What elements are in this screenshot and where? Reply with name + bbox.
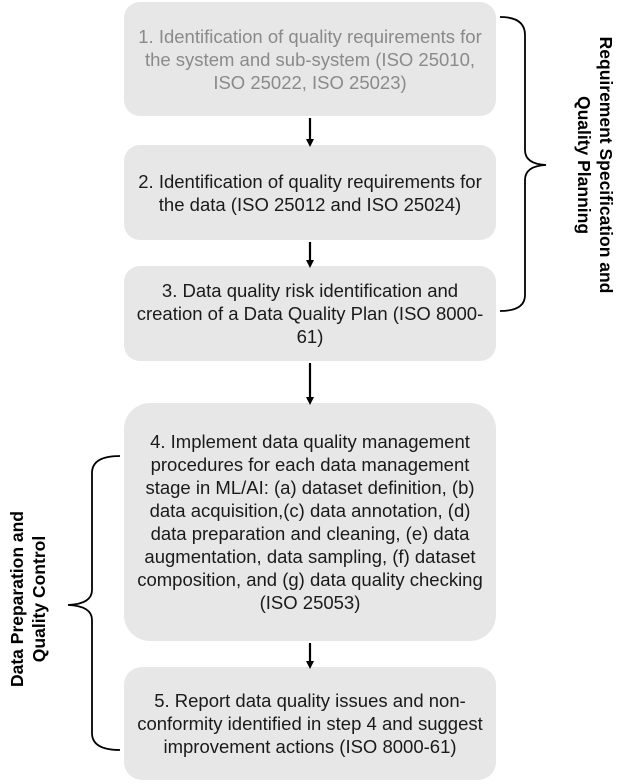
control-brace — [68, 456, 120, 750]
step-1-text: 1. Identification of quality requirements for the system and sub-system (ISO 25010, ISO 25022, ISO 25023) — [138, 25, 482, 93]
phase-label-planning — [573, 37, 617, 294]
step-5-text: 5. Report data quality issues and non-conformity identified in step 4 and suggest improvement actions (ISO 8000-61) — [137, 690, 483, 757]
step-4-text: 4. Implement data quality management procedures for each data management stage in ML/AI: (a) dataset definition, (b) data acquisition,(c) data annotation, (d) data preparation and cleaning, (e) data augmentation, data sampling, (f) dataset composition, and (g) data quality checking (ISO 25053) — [137, 431, 483, 613]
phase-label-planning-line1: Requirement Specification and — [596, 36, 616, 294]
phase-label-control — [6, 511, 50, 687]
phase-label-planning-line2: Quality Planning — [574, 95, 594, 235]
phase-label-control-line1: Data Preparation and — [7, 510, 27, 688]
step-2-text: 2. Identification of quality requirements for the data (ISO 25012 and ISO 25024) — [138, 170, 482, 215]
step-3-text: 3. Data quality risk identification and creation of a Data Quality Plan (ISO 8000-61) — [136, 280, 484, 347]
phase-label-control-line2: Quality Control — [29, 535, 49, 663]
planning-brace — [500, 17, 546, 311]
